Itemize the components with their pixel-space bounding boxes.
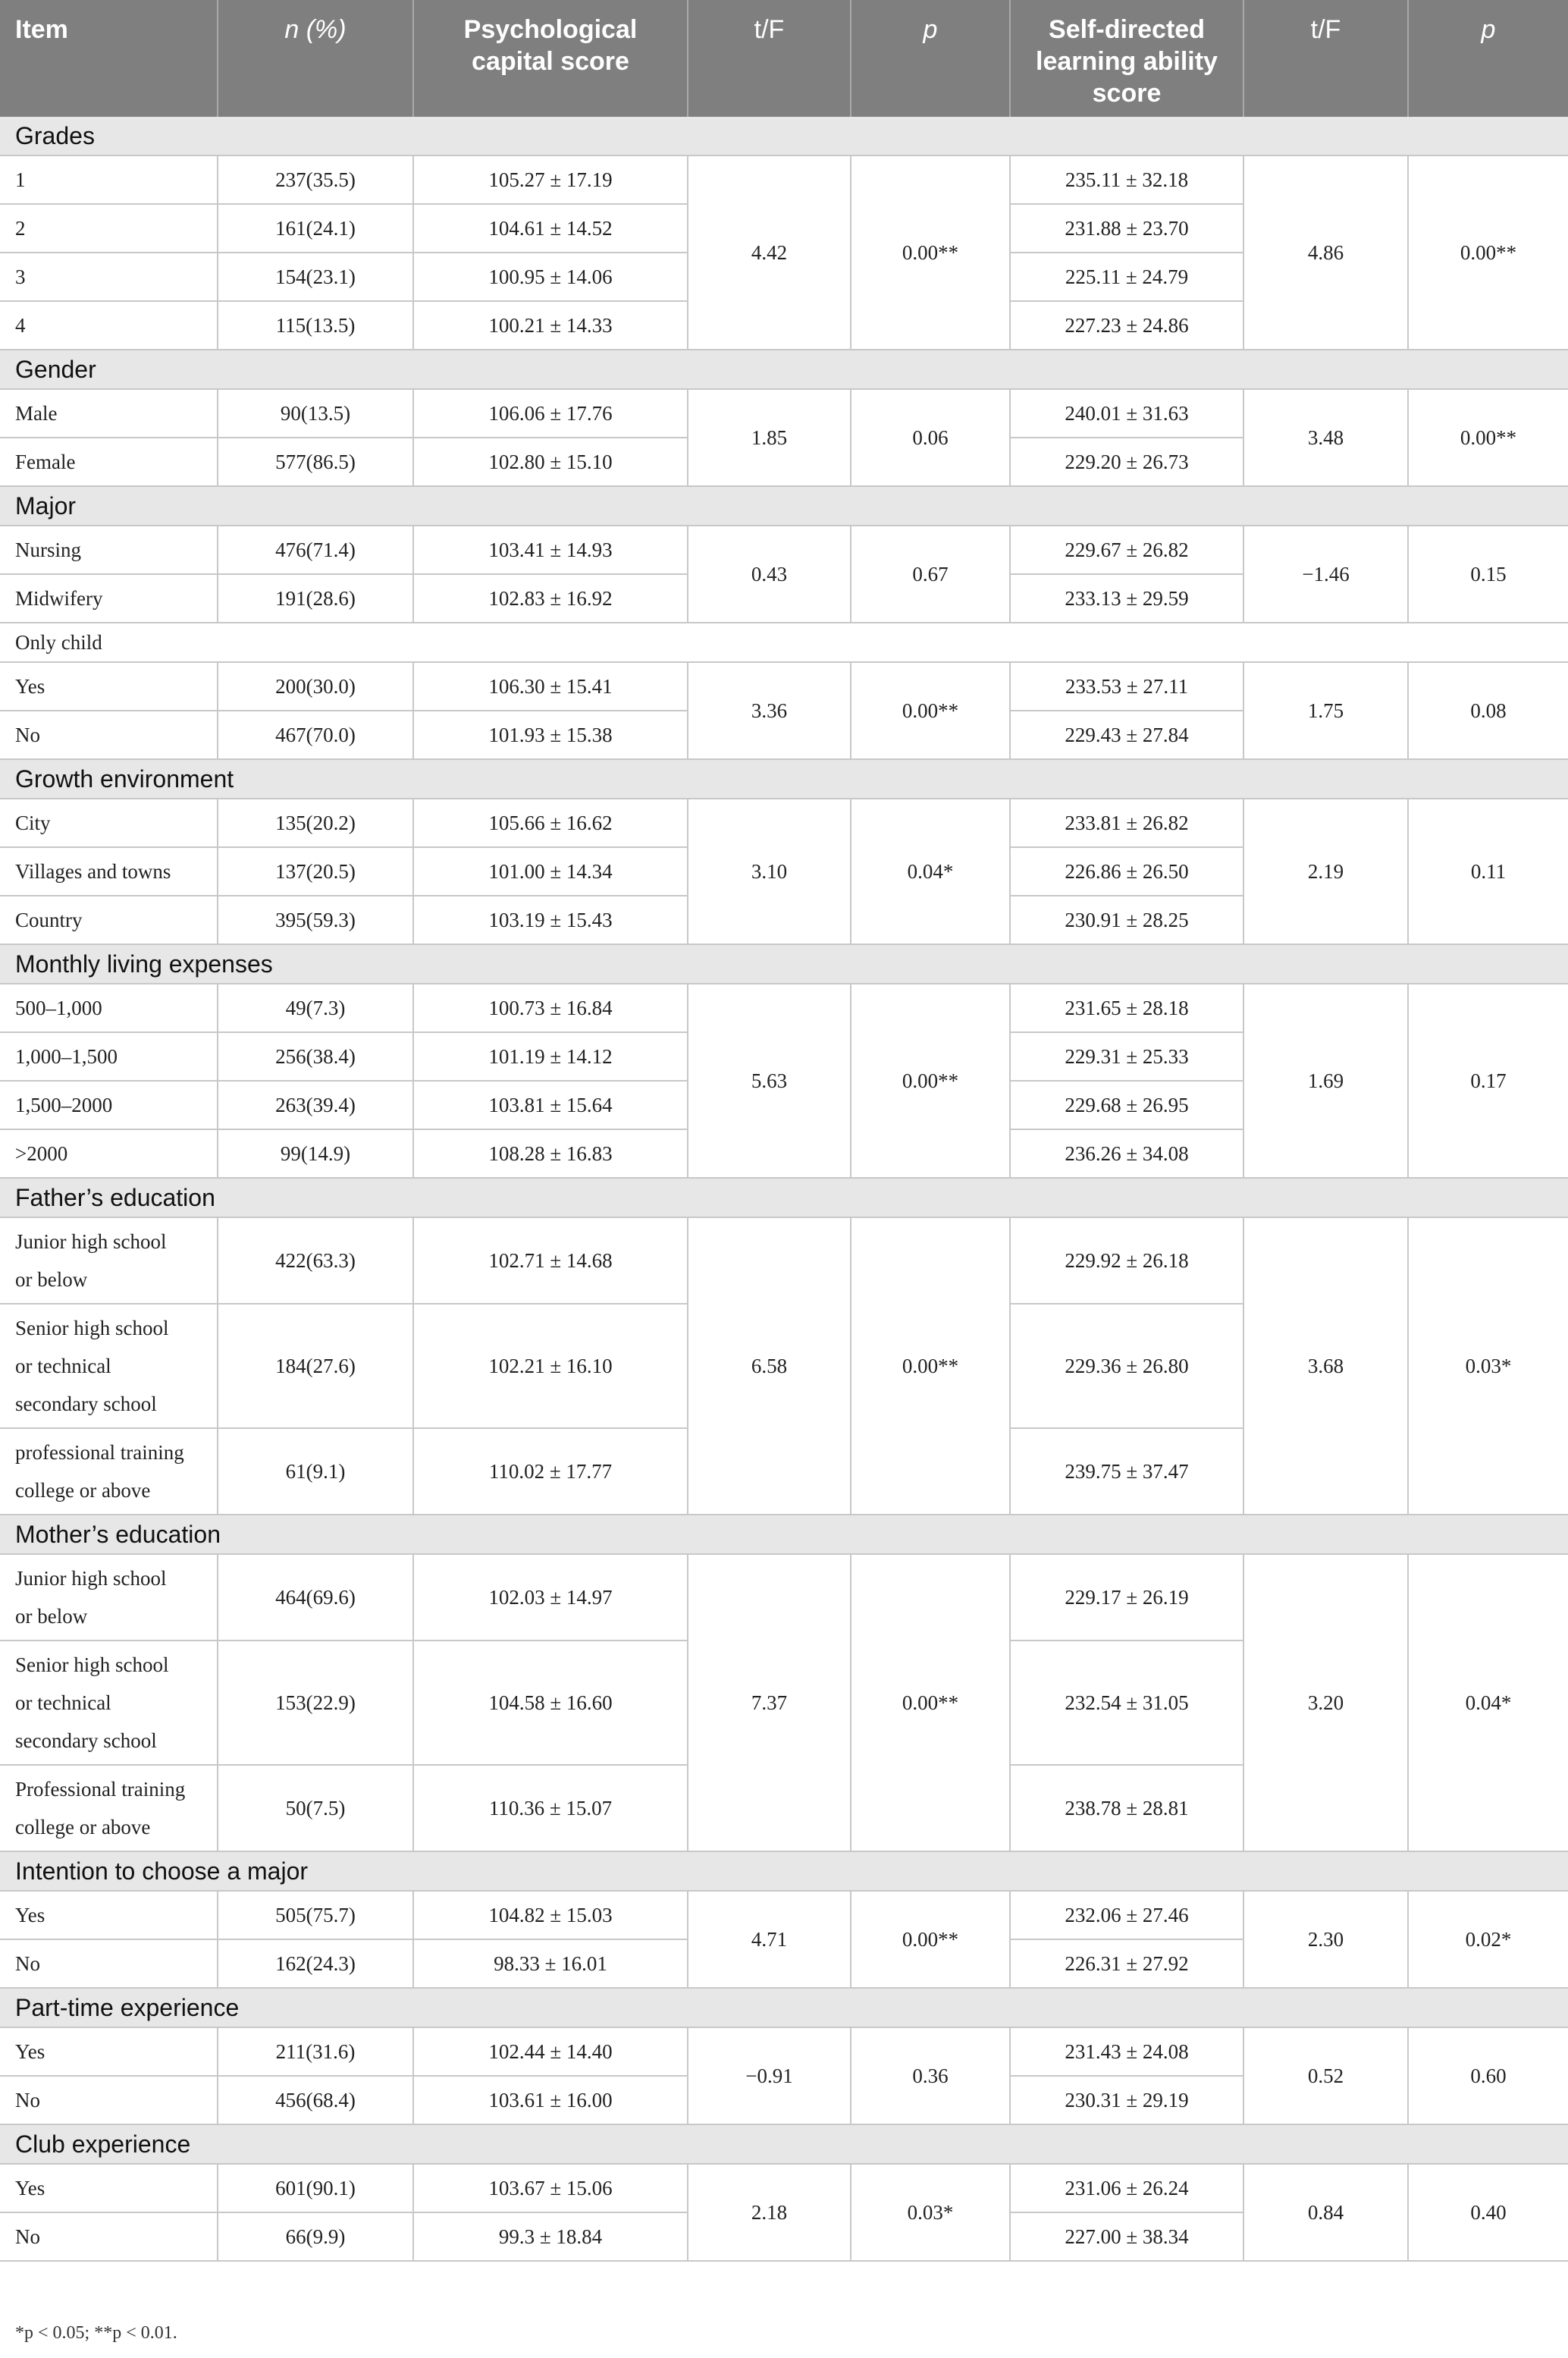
row-label-text: >2000 — [15, 1142, 68, 1165]
row-n-percent-text: 162(24.3) — [275, 1952, 356, 1975]
row-label — [0, 2027, 218, 2076]
row-label — [0, 155, 218, 204]
row-n-percent-text: 467(70.0) — [275, 724, 356, 746]
row-label — [0, 1304, 218, 1428]
row-n-percent — [218, 1641, 413, 1765]
row-psych-capital-text: 102.44 ± 14.40 — [488, 2040, 613, 2063]
row-label-text: Senior high school or technical secondary school — [15, 1317, 169, 1415]
row-sdla: 238.78 ± 28.81 — [1010, 1765, 1243, 1851]
row-psych-capital — [413, 1304, 688, 1428]
group-tf-psych: 7.37 — [688, 1554, 851, 1851]
row-sdla: 239.75 ± 37.47 — [1010, 1428, 1243, 1515]
group-p-psych: 0.00** — [851, 984, 1010, 1178]
row-label — [0, 2164, 218, 2212]
row-psych-capital-text: 105.27 ± 17.19 — [488, 168, 613, 191]
group-tf-psych: 1.85 — [688, 389, 851, 486]
row-n-percent — [218, 1891, 413, 1939]
row-n-percent-text: 153(22.9) — [275, 1691, 356, 1714]
row-label — [0, 711, 218, 759]
row-sdla: 229.92 ± 26.18 — [1010, 1217, 1243, 1304]
row-sdla: 229.68 ± 26.95 — [1010, 1081, 1243, 1129]
row-n-percent — [218, 155, 413, 204]
group-header-row — [0, 759, 1568, 799]
row-label — [0, 1891, 218, 1939]
group-p-sdla: 0.02* — [1408, 1891, 1568, 1988]
group-title: Growth environment — [0, 759, 1568, 799]
row-psych-capital — [413, 301, 688, 350]
group-tf-psych: 0.43 — [688, 526, 851, 623]
row-psych-capital — [413, 2164, 688, 2212]
row-label — [0, 1641, 218, 1765]
row-psych-capital-text: 102.71 ± 14.68 — [488, 1249, 613, 1272]
row-label-text: Yes — [15, 1904, 45, 1926]
row-psych-capital — [413, 1641, 688, 1765]
row-psych-capital — [413, 896, 688, 944]
row-n-percent — [218, 204, 413, 253]
row-psych-capital — [413, 799, 688, 847]
row-psych-capital — [413, 711, 688, 759]
row-psych-capital-text: 101.00 ± 14.34 — [488, 860, 613, 883]
row-label — [0, 1765, 218, 1851]
row-sdla: 229.20 ± 26.73 — [1010, 438, 1243, 486]
row-n-percent-text: 49(7.3) — [285, 997, 346, 1019]
row-sdla: 233.53 ± 27.11 — [1010, 662, 1243, 711]
row-n-percent-text: 395(59.3) — [275, 909, 356, 931]
row-label-text: 500–1,000 — [15, 997, 102, 1019]
row-label-text: 3 — [15, 265, 26, 288]
group-title: Only child — [0, 623, 1568, 662]
row-psych-capital-text: 100.73 ± 16.84 — [488, 997, 613, 1019]
table-row — [0, 1217, 1568, 1304]
table-row — [0, 2027, 1568, 2076]
group-tf-sdla: −1.46 — [1243, 526, 1408, 623]
group-tf-psych: −0.91 — [688, 2027, 851, 2124]
row-psych-capital — [413, 2076, 688, 2124]
group-header-row — [0, 2124, 1568, 2164]
group-tf-psych: 3.36 — [688, 662, 851, 759]
row-psych-capital-text: 103.41 ± 14.93 — [488, 538, 613, 561]
group-p-sdla: 0.00** — [1408, 155, 1568, 350]
row-n-percent — [218, 2076, 413, 2124]
row-n-percent-text: 422(63.3) — [275, 1249, 356, 1272]
header-n-percent: n (%) — [218, 0, 413, 117]
row-n-percent — [218, 253, 413, 301]
row-psych-capital-text: 103.19 ± 15.43 — [488, 909, 613, 931]
row-n-percent-text: 137(20.5) — [275, 860, 356, 883]
header-tf-1: t/F — [688, 0, 851, 117]
row-sdla: 229.31 ± 25.33 — [1010, 1032, 1243, 1081]
row-label-text: No — [15, 1952, 40, 1975]
header-p-2: p — [1408, 0, 1568, 117]
group-tf-sdla: 3.68 — [1243, 1217, 1408, 1515]
table-row — [0, 1554, 1568, 1641]
row-sdla: 225.11 ± 24.79 — [1010, 253, 1243, 301]
row-sdla: 226.31 ± 27.92 — [1010, 1939, 1243, 1988]
row-label-text: 4 — [15, 314, 26, 337]
row-n-percent — [218, 1765, 413, 1851]
group-tf-psych: 5.63 — [688, 984, 851, 1178]
group-p-psych: 0.03* — [851, 2164, 1010, 2261]
row-n-percent — [218, 1304, 413, 1428]
row-n-percent-text: 61(9.1) — [285, 1460, 346, 1483]
row-sdla: 240.01 ± 31.63 — [1010, 389, 1243, 438]
row-psych-capital-text: 106.30 ± 15.41 — [488, 675, 613, 698]
table-row — [0, 155, 1568, 204]
group-tf-sdla: 4.86 — [1243, 155, 1408, 350]
row-label — [0, 1939, 218, 1988]
group-p-sdla: 0.11 — [1408, 799, 1568, 944]
row-label — [0, 204, 218, 253]
row-sdla: 233.81 ± 26.82 — [1010, 799, 1243, 847]
group-p-sdla: 0.00** — [1408, 389, 1568, 486]
group-title: Grades — [0, 117, 1568, 155]
group-p-psych: 0.00** — [851, 1554, 1010, 1851]
row-psych-capital — [413, 1891, 688, 1939]
group-header-row — [0, 1851, 1568, 1891]
row-label — [0, 2076, 218, 2124]
row-label — [0, 799, 218, 847]
table-row — [0, 662, 1568, 711]
group-header-row — [0, 117, 1568, 155]
group-tf-psych: 3.10 — [688, 799, 851, 944]
group-title: Part-time experience — [0, 1988, 1568, 2027]
header-item: Item — [0, 0, 218, 117]
row-psych-capital — [413, 847, 688, 896]
group-title: Major — [0, 486, 1568, 526]
group-p-psych: 0.00** — [851, 155, 1010, 350]
row-psych-capital — [413, 1081, 688, 1129]
row-sdla: 229.43 ± 27.84 — [1010, 711, 1243, 759]
table-row — [0, 984, 1568, 1032]
group-tf-sdla: 3.48 — [1243, 389, 1408, 486]
header-psych-capital: Psychological capital score — [413, 0, 688, 117]
row-psych-capital — [413, 389, 688, 438]
header-p-1: p — [851, 0, 1010, 117]
row-sdla: 230.91 ± 28.25 — [1010, 896, 1243, 944]
row-psych-capital — [413, 662, 688, 711]
row-label-text: Midwifery — [15, 587, 103, 610]
row-n-percent — [218, 301, 413, 350]
row-psych-capital-text: 103.67 ± 15.06 — [488, 2177, 613, 2199]
group-p-psych: 0.00** — [851, 662, 1010, 759]
group-tf-psych: 2.18 — [688, 2164, 851, 2261]
row-psych-capital-text: 106.06 ± 17.76 — [488, 402, 613, 425]
row-psych-capital — [413, 1032, 688, 1081]
row-n-percent — [218, 1032, 413, 1081]
row-psych-capital-text: 110.36 ± 15.07 — [488, 1797, 613, 1820]
row-n-percent — [218, 526, 413, 574]
row-label-text: No — [15, 2225, 40, 2248]
group-p-sdla: 0.08 — [1408, 662, 1568, 759]
row-sdla: 229.17 ± 26.19 — [1010, 1554, 1243, 1641]
row-n-percent-text: 256(38.4) — [275, 1045, 356, 1068]
row-n-percent-text: 456(68.4) — [275, 2089, 356, 2112]
row-n-percent-text: 184(27.6) — [275, 1355, 356, 1377]
row-n-percent-text: 154(23.1) — [275, 265, 356, 288]
row-n-percent — [218, 662, 413, 711]
row-n-percent — [218, 847, 413, 896]
row-sdla: 231.43 ± 24.08 — [1010, 2027, 1243, 2076]
row-label-text: 1,500–2000 — [15, 1094, 113, 1116]
group-p-sdla: 0.15 — [1408, 526, 1568, 623]
row-label-text: No — [15, 2089, 40, 2112]
row-psych-capital-text: 99.3 ± 18.84 — [498, 2225, 603, 2248]
group-header-row — [0, 1515, 1568, 1554]
row-psych-capital — [413, 1765, 688, 1851]
row-sdla: 233.13 ± 29.59 — [1010, 574, 1243, 623]
table-body — [0, 117, 1568, 2261]
row-psych-capital-text: 98.33 ± 16.01 — [494, 1952, 607, 1975]
row-label-text: Female — [15, 451, 76, 473]
group-title: Club experience — [0, 2124, 1568, 2164]
row-psych-capital — [413, 155, 688, 204]
row-label-text: professional training college or above — [15, 1441, 184, 1502]
row-label — [0, 253, 218, 301]
row-n-percent-text: 99(14.9) — [280, 1142, 351, 1165]
table-row — [0, 799, 1568, 847]
group-tf-sdla: 0.84 — [1243, 2164, 1408, 2261]
row-sdla: 227.23 ± 24.86 — [1010, 301, 1243, 350]
row-sdla: 230.31 ± 29.19 — [1010, 2076, 1243, 2124]
row-label — [0, 662, 218, 711]
row-psych-capital-text: 103.61 ± 16.00 — [488, 2089, 613, 2112]
row-label-text: City — [15, 812, 51, 834]
row-label-text: Yes — [15, 675, 45, 698]
row-psych-capital-text: 105.66 ± 16.62 — [488, 812, 613, 834]
row-n-percent — [218, 2027, 413, 2076]
row-n-percent — [218, 799, 413, 847]
row-n-percent — [218, 574, 413, 623]
row-psych-capital — [413, 1554, 688, 1641]
row-psych-capital-text: 104.82 ± 15.03 — [488, 1904, 613, 1926]
group-p-sdla: 0.04* — [1408, 1554, 1568, 1851]
group-header-row — [0, 1988, 1568, 2027]
row-psych-capital — [413, 1217, 688, 1304]
group-p-psych: 0.36 — [851, 2027, 1010, 2124]
row-sdla: 227.00 ± 38.34 — [1010, 2212, 1243, 2261]
row-psych-capital-text: 101.93 ± 15.38 — [488, 724, 613, 746]
row-psych-capital — [413, 984, 688, 1032]
row-n-percent-text: 66(9.9) — [285, 2225, 346, 2248]
row-n-percent-text: 135(20.2) — [275, 812, 356, 834]
row-label — [0, 1554, 218, 1641]
row-label — [0, 984, 218, 1032]
group-header-row — [0, 486, 1568, 526]
row-label — [0, 301, 218, 350]
row-n-percent-text: 161(24.1) — [275, 217, 356, 240]
row-psych-capital — [413, 1428, 688, 1515]
row-sdla: 235.11 ± 32.18 — [1010, 155, 1243, 204]
group-p-psych: 0.00** — [851, 1217, 1010, 1515]
row-label-text: Professional training college or above — [15, 1778, 186, 1838]
group-p-psych: 0.00** — [851, 1891, 1010, 1988]
group-title: Mother’s education — [0, 1515, 1568, 1554]
row-label — [0, 526, 218, 574]
row-psych-capital-text: 102.03 ± 14.97 — [488, 1586, 613, 1609]
row-n-percent — [218, 1081, 413, 1129]
row-n-percent — [218, 2212, 413, 2261]
row-psych-capital-text: 101.19 ± 14.12 — [488, 1045, 613, 1068]
header-sdla: Self-directed learning ability score — [1010, 0, 1243, 117]
row-psych-capital-text: 100.21 ± 14.33 — [488, 314, 613, 337]
row-label — [0, 389, 218, 438]
group-tf-sdla: 2.30 — [1243, 1891, 1408, 1988]
group-tf-psych: 4.71 — [688, 1891, 851, 1988]
row-psych-capital-text: 102.80 ± 15.10 — [488, 451, 613, 473]
group-tf-psych: 4.42 — [688, 155, 851, 350]
group-tf-sdla: 1.75 — [1243, 662, 1408, 759]
row-n-percent-text: 263(39.4) — [275, 1094, 356, 1116]
row-label-text: Yes — [15, 2040, 45, 2063]
row-sdla: 232.06 ± 27.46 — [1010, 1891, 1243, 1939]
row-label — [0, 1032, 218, 1081]
row-psych-capital — [413, 204, 688, 253]
row-psych-capital — [413, 2212, 688, 2261]
row-sdla: 231.06 ± 26.24 — [1010, 2164, 1243, 2212]
group-tf-psych: 6.58 — [688, 1217, 851, 1515]
row-label-text: Country — [15, 909, 83, 931]
group-p-psych: 0.04* — [851, 799, 1010, 944]
row-n-percent-text: 464(69.6) — [275, 1586, 356, 1609]
row-label-text: 1 — [15, 168, 26, 191]
row-label — [0, 2212, 218, 2261]
group-title: Father’s education — [0, 1178, 1568, 1217]
row-sdla: 232.54 ± 31.05 — [1010, 1641, 1243, 1765]
row-psych-capital — [413, 2027, 688, 2076]
group-p-psych: 0.67 — [851, 526, 1010, 623]
row-n-percent — [218, 1939, 413, 1988]
group-tf-sdla: 0.52 — [1243, 2027, 1408, 2124]
row-label-text: Nursing — [15, 538, 81, 561]
row-n-percent-text: 211(31.6) — [275, 2040, 356, 2063]
row-psych-capital-text: 110.02 ± 17.77 — [488, 1460, 613, 1483]
row-sdla: 229.67 ± 26.82 — [1010, 526, 1243, 574]
row-n-percent-text: 115(13.5) — [275, 314, 356, 337]
row-label-text: Senior high school or technical secondary school — [15, 1653, 169, 1752]
row-psych-capital-text: 103.81 ± 15.64 — [488, 1094, 613, 1116]
row-n-percent-text: 505(75.7) — [275, 1904, 356, 1926]
row-sdla: 231.65 ± 28.18 — [1010, 984, 1243, 1032]
row-n-percent — [218, 438, 413, 486]
row-label-text: No — [15, 724, 40, 746]
table-row — [0, 2164, 1568, 2212]
row-label — [0, 438, 218, 486]
group-title: Monthly living expenses — [0, 944, 1568, 984]
row-label — [0, 574, 218, 623]
row-psych-capital-text: 104.58 ± 16.60 — [488, 1691, 613, 1714]
row-label-text: Yes — [15, 2177, 45, 2199]
row-psych-capital-text: 100.95 ± 14.06 — [488, 265, 613, 288]
row-label-text: Junior high school or below — [15, 1230, 167, 1291]
row-n-percent-text: 476(71.4) — [275, 538, 356, 561]
row-psych-capital-text: 102.21 ± 16.10 — [488, 1355, 613, 1377]
row-label — [0, 1129, 218, 1178]
group-p-sdla: 0.17 — [1408, 984, 1568, 1178]
row-n-percent-text: 237(35.5) — [275, 168, 356, 191]
header-row — [0, 0, 1568, 117]
row-psych-capital — [413, 574, 688, 623]
row-n-percent — [218, 896, 413, 944]
row-n-percent — [218, 1428, 413, 1515]
group-p-sdla: 0.03* — [1408, 1217, 1568, 1515]
row-n-percent-text: 577(86.5) — [275, 451, 356, 473]
row-label-text: 2 — [15, 217, 26, 240]
group-title: Intention to choose a major — [0, 1851, 1568, 1891]
group-header-row — [0, 1178, 1568, 1217]
row-psych-capital — [413, 253, 688, 301]
table-row — [0, 526, 1568, 574]
row-psych-capital-text: 104.61 ± 14.52 — [488, 217, 613, 240]
row-n-percent — [218, 389, 413, 438]
group-title: Gender — [0, 350, 1568, 389]
row-sdla: 229.36 ± 26.80 — [1010, 1304, 1243, 1428]
row-n-percent — [218, 984, 413, 1032]
group-p-sdla: 0.60 — [1408, 2027, 1568, 2124]
group-header-row — [0, 944, 1568, 984]
row-psych-capital-text: 108.28 ± 16.83 — [488, 1142, 613, 1165]
row-n-percent — [218, 711, 413, 759]
group-header-row — [0, 623, 1568, 662]
row-label-text: Male — [15, 402, 58, 425]
row-n-percent — [218, 1217, 413, 1304]
table-row — [0, 1891, 1568, 1939]
row-n-percent-text: 191(28.6) — [275, 587, 356, 610]
header-tf-2: t/F — [1243, 0, 1408, 117]
row-sdla: 236.26 ± 34.08 — [1010, 1129, 1243, 1178]
row-n-percent — [218, 1129, 413, 1178]
group-p-sdla: 0.40 — [1408, 2164, 1568, 2261]
row-label — [0, 1081, 218, 1129]
row-sdla: 231.88 ± 23.70 — [1010, 204, 1243, 253]
row-n-percent-text: 90(13.5) — [280, 402, 351, 425]
row-psych-capital — [413, 526, 688, 574]
table-row — [0, 389, 1568, 438]
row-psych-capital-text: 102.83 ± 16.92 — [488, 587, 613, 610]
row-label — [0, 847, 218, 896]
row-psych-capital — [413, 1939, 688, 1988]
row-label — [0, 896, 218, 944]
group-header-row — [0, 350, 1568, 389]
row-n-percent-text: 50(7.5) — [285, 1797, 346, 1820]
row-psych-capital — [413, 438, 688, 486]
row-sdla: 226.86 ± 26.50 — [1010, 847, 1243, 896]
row-label — [0, 1428, 218, 1515]
group-tf-sdla: 1.69 — [1243, 984, 1408, 1178]
row-label-text: 1,000–1,500 — [15, 1045, 118, 1068]
row-label — [0, 1217, 218, 1304]
row-n-percent-text: 200(30.0) — [275, 675, 356, 698]
group-p-psych: 0.06 — [851, 389, 1010, 486]
row-label-text: Villages and towns — [15, 860, 171, 883]
group-tf-sdla: 3.20 — [1243, 1554, 1408, 1851]
table-footnote: *p < 0.05; **p < 0.01. — [15, 2323, 177, 2343]
row-n-percent — [218, 1554, 413, 1641]
row-psych-capital — [413, 1129, 688, 1178]
row-n-percent — [218, 2164, 413, 2212]
row-n-percent-text: 601(90.1) — [275, 2177, 356, 2199]
group-tf-sdla: 2.19 — [1243, 799, 1408, 944]
row-label-text: Junior high school or below — [15, 1567, 167, 1628]
